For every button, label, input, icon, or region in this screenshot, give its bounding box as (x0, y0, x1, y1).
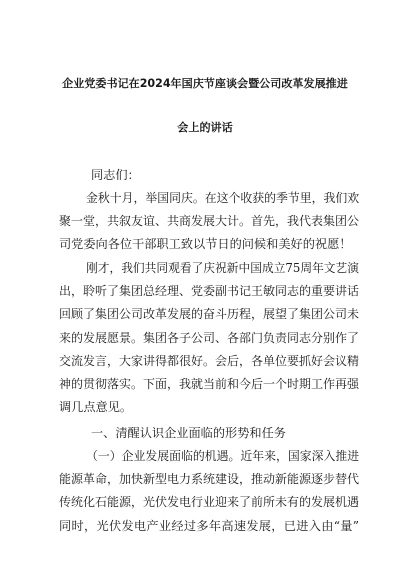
paragraph-1-line-1: 金秋十月，举国同庆。在这个收获的季节里，我们欢 (86, 191, 360, 205)
subsection-line-3: 传统化石能源，光伏发电行业迎来了前所未有的发展机遇 (59, 495, 360, 509)
paragraph-2-line-3: 回顾了集团公司改革发展的奋斗历程，展望了集团公司未 (59, 307, 360, 321)
document-title-line-1: 企业党委书记在2024年国庆节座谈会暨公司改革发展推进 (62, 77, 348, 90)
paragraph-1-line-2: 聚一堂，共叙友谊、共商发展大计。首先，我代表集团公 (59, 214, 360, 228)
paragraph-2-line-1: 刚才，我们共同观看了庆祝新中国成立75周年文艺演 (86, 261, 359, 275)
salutation: 同志们： (91, 168, 140, 182)
paragraph-2-line-4: 来的发展愿景。集团各子公司、各部门负责同志分别作了 (59, 331, 360, 345)
paragraph-1-line-3: 司党委向各位干部职工致以节日的问候和美好的祝愿！ (59, 237, 352, 251)
paragraph-2-line-7: 调几点意见。 (59, 400, 133, 414)
paragraph-2-line-2: 出，聆听了集团总经理、党委副书记王敏同志的重要讲话 (59, 284, 360, 298)
paragraph-2-line-5: 交流发言，大家讲得都很好。会后，各单位要抓好会议精 (59, 354, 360, 368)
subsection-line-2: 能源革命，加快新型电力系统建设，推动新能源逐步替代 (59, 472, 360, 486)
paragraph-2-line-6: 神的贯彻落实。下面，我就当前和今后一个时期工作再强 (59, 377, 360, 391)
subsection-line-1: （一）企业发展面临的机遇。近年来，国家深入推进 (86, 449, 360, 463)
subsection-line-4: 同时，光伏发电产业经过多年高速发展，已进入由“量” (59, 519, 359, 533)
document-title-line-2: 会上的讲话 (177, 121, 233, 134)
section-heading: 一、清醒认识企业面临的形势和任务 (91, 426, 286, 440)
